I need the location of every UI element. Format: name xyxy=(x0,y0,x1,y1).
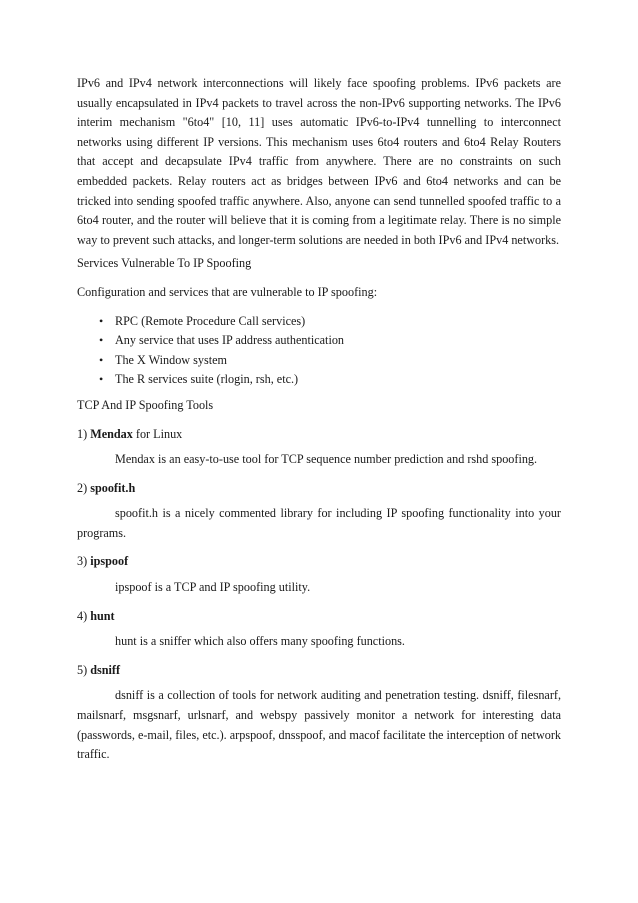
tool-name: hunt xyxy=(90,608,115,623)
services-lead: Configuration and services that are vulnerable to IP spoofing: xyxy=(77,284,378,299)
services-list xyxy=(77,312,561,390)
list-item: • The R services suite (rlogin, rsh, etc.) xyxy=(77,370,561,390)
tool-entry-mendax xyxy=(77,425,561,470)
tool-title xyxy=(77,661,561,681)
tool-description: hunt is a sniffer which also offers many spoofing functions. xyxy=(115,634,405,649)
tool-description: dsniff is a collection of tools for network auditing and penetration testing. dsniff, filesnarf, mailsnarf, msgsnarf, urlsnarf, and webspy passively monitor a network for interesting data (passwords, e-mail, files, etc.). arpspoof, dnsspoof, and macof facilitate the interception of network traffic. xyxy=(77,688,561,762)
tool-entry-spoofit xyxy=(77,479,561,544)
tool-title xyxy=(77,479,561,499)
tool-name: dsniff xyxy=(90,662,121,677)
tool-title xyxy=(77,607,561,627)
tool-entry-hunt xyxy=(77,607,561,652)
list-item: • Any service that uses IP address authentication xyxy=(77,331,561,351)
intro-paragraph: IPv6 and IPv4 network interconnections will likely face spoofing problems. IPv6 packets are usually encapsulated in IPv4 packets to travel across the non-IPv6 supporting networks. The IPv6 interim mechanism "6to4" [10, 11] uses automatic IPv6-to-IPv4 tunnelling to interconnect networks using different IP versions. This mechanism uses 6to4 routers and 6to4 Relay Routers that accept and decapsulate IPv4 traffic from anywhere. There are no constraints on such embedded packets. Relay routers act as bridges between IPv6 and 6to4 networks and can be tricked into sending spoofed traffic anywhere. Also, anyone can send tunnelled spoofed traffic to a 6to4 router, and the router will believe that it is coming from a legitimate relay. There is no simple way to prevent such attacks, and longer-term solutions are needed in both IPv6 and IPv4 networks. xyxy=(77,76,561,247)
list-item: • RPC (Remote Procedure Call services) xyxy=(77,312,561,332)
tool-number: 3) xyxy=(77,554,88,569)
tool-name: Mendax xyxy=(90,426,133,441)
tools-heading: TCP And IP Spoofing Tools xyxy=(77,397,214,412)
tool-title xyxy=(77,425,561,445)
tool-number: 5) xyxy=(77,662,88,677)
tool-name: ipspoof xyxy=(90,554,129,569)
tool-number: 2) xyxy=(77,480,88,495)
tool-name: spoofit.h xyxy=(90,480,136,495)
document-page xyxy=(77,74,561,774)
tool-entry-ipspoof xyxy=(77,552,561,597)
tool-suffix: for Linux xyxy=(132,426,183,441)
tool-description: Mendax is an easy-to-use tool for TCP sequence number prediction and rshd spoofing. xyxy=(115,452,538,467)
list-item: • The X Window system xyxy=(77,351,561,371)
tool-number: 1) xyxy=(77,426,88,441)
tool-description: ipspoof is a TCP and IP spoofing utility. xyxy=(115,580,311,595)
tool-title xyxy=(77,552,561,572)
services-heading: Services Vulnerable To IP Spoofing xyxy=(77,256,252,271)
tool-description: spoofit.h is a nicely commented library for including IP spoofing functionality into your programs. xyxy=(77,506,561,540)
tool-number: 4) xyxy=(77,608,88,623)
tool-entry-dsniff xyxy=(77,661,561,765)
